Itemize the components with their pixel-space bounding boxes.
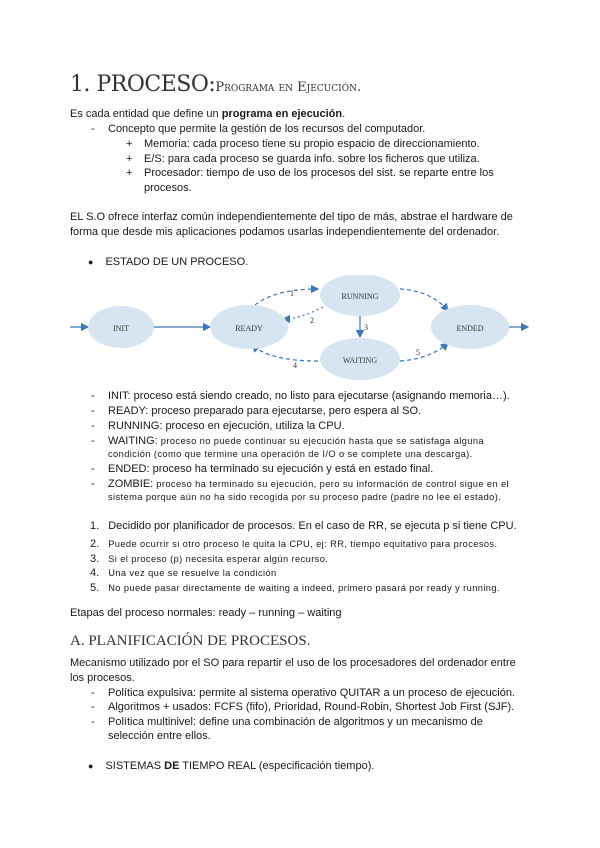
stages-line: Etapas del proceso normales: ready – running – waiting	[70, 607, 342, 619]
state-item-ended: - ENDED: proceso ha terminado su ejecución y está en estado final.	[91, 463, 434, 475]
concept-subitem: + E/S: para cada proceso se guarda info. sobre los ficheros que utiliza.	[126, 153, 480, 165]
concept-subitem-continuation: procesos.	[144, 182, 192, 194]
intro-bold: programa en ejecución	[221, 108, 343, 120]
numbered-item: 2. Puede ocurrir si otro proceso le quita la CPU, ej: RR, tiempo equitativo para procesos.	[90, 538, 498, 550]
state-item-init: - INIT: proceso está siendo creado, no listo para ejecutarse (asignando memoria…).	[91, 390, 510, 402]
state-item-waiting-continuation: condición (como que termine una operación de I/O o se complete una descarga).	[108, 449, 473, 459]
os-paragraph-line: EL S.O ofrece interfaz común independientemente del tipo de más, abstrae el hardware de	[70, 211, 513, 223]
waiting-label: WAITING	[342, 356, 378, 365]
state-item-zombie-continuation: sistema porque aún no ha sido recogida por su proceso padre (padre no lee el estado).	[108, 492, 502, 502]
page-title: 1. PROCESO:Programa en Ejecución.	[70, 72, 362, 97]
running-label: RUNNING	[341, 292, 379, 301]
edge-label-5: 5	[416, 348, 420, 357]
numbered-item: 5. No puede pasar directamente de waiting a indeed, primero pasará por ready y running.	[90, 582, 500, 594]
realtime-bullet: ● SISTEMAS DE TIEMPO REAL (especificación tiempo).	[88, 760, 375, 772]
section-a-item-continuation: selección entre ellos.	[108, 730, 211, 742]
edge-label-1: 1	[290, 289, 294, 298]
edge-label-2: 2	[310, 316, 314, 325]
concept-subitem: + Memoria: cada proceso tiene su propio espacio de direccionamiento.	[126, 138, 480, 150]
running-to-ended-arrow	[400, 289, 448, 311]
state-item-waiting: - WAITING: proceso no puede continuar su ejecución hasta que se satisfaga alguna	[91, 435, 485, 447]
state-item-running: - RUNNING: proceso en ejecución, utiliza la CPU.	[91, 420, 345, 432]
section-a-paragraph-line: Mecanismo utilizado por el SO para repartir el uso de los procesadores del ordenador entre	[70, 657, 516, 669]
waiting-to-ended-arrow	[400, 343, 448, 361]
state-item-zombie: - ZOMBIE: proceso ha terminado su ejecución, pero su información de control sigue en el	[91, 478, 510, 490]
states-heading: ● ESTADO DE UN PROCESO.	[88, 256, 249, 268]
process-state-diagram	[0, 275, 600, 385]
title-subtitle: Programa en Ejecución.	[215, 80, 362, 95]
init-label: INIT	[113, 324, 129, 333]
ended-label: ENDED	[456, 324, 484, 333]
edge-label-3: 3	[364, 323, 368, 332]
title-main: PROCESO:	[96, 72, 216, 97]
numbered-item: 1. Decidido por planificador de procesos. En el caso de RR, se ejecuta p si tiene CPU.	[90, 520, 517, 532]
numbered-item: 3. Si el proceso (p) necesita esperar algún recurso.	[90, 553, 329, 565]
concept-subitem: + Procesador: tiempo de uso de los procesos del sist. se reparte entre los	[126, 167, 494, 179]
state-item-ready: - READY: proceso preparado para ejecutarse, pero espera al SO.	[91, 405, 422, 417]
ready-label: READY	[235, 324, 263, 333]
ready-to-running-arrow	[255, 289, 318, 305]
section-a-paragraph-line: los procesos.	[70, 672, 135, 684]
section-a-item: - Algoritmos + usados: FCFS (fifo), Prioridad, Round-Robin, Shortest Job First (SJF).	[91, 701, 515, 713]
intro-line: Es cada entidad que define un programa en ejecución.	[70, 108, 346, 120]
section-a-item: - Política expulsiva: permite al sistema operativo QUITAR a un proceso de ejecución.	[91, 687, 515, 699]
section-a-title: A. PLANIFICACIÓN DE PROCESOS.	[70, 633, 311, 649]
concept-item: - Concepto que permite la gestión de los recursos del computador.	[91, 123, 426, 135]
running-to-ready-arrow	[283, 307, 323, 319]
edge-label-4: 4	[293, 361, 297, 370]
numbered-item: 4. Una vez que se resuelve la condición	[90, 567, 277, 579]
section-a-item: - Política multinivel: define una combinación de algoritmos y un mecanismo de	[91, 716, 483, 728]
os-paragraph-line: forma que desde mis aplicaciones podamos usarlas independientemente del ordenador.	[70, 226, 500, 238]
